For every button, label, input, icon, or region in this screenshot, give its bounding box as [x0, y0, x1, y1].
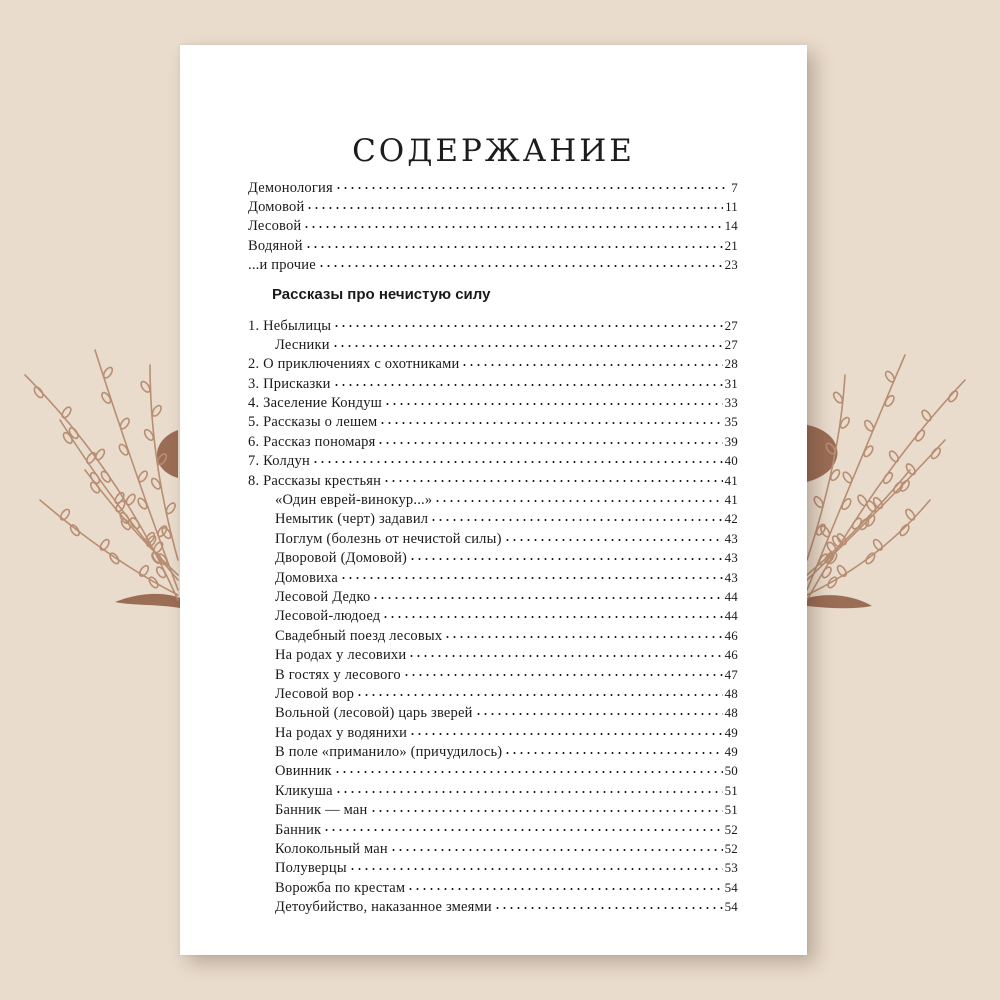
toc-entry-page-number: 27 [724, 317, 738, 333]
toc-entry-page-number: 27 [724, 336, 738, 352]
toc-entry-title: ...и прочие [248, 257, 316, 274]
right-leaf-shape [807, 595, 872, 608]
catkin-bud [165, 502, 177, 516]
toc-entry-page-number: 54 [724, 899, 738, 915]
dot-leader [356, 684, 723, 699]
toc-entry [248, 177, 738, 196]
page-title: СОДЕРЖАНИЕ [352, 133, 635, 169]
toc-entry [248, 586, 738, 605]
catkin-bud [68, 426, 80, 440]
section-heading: Рассказы про нечистую силу [272, 286, 491, 303]
catkin-bud [821, 566, 833, 580]
toc-entry-page-number: 53 [724, 860, 738, 876]
dot-leader [334, 762, 723, 777]
toc-entry [248, 528, 738, 547]
catkin-bud [62, 431, 74, 445]
toc-intro-list [248, 177, 738, 274]
toc-entry-title: На родах у водянихи [275, 724, 408, 741]
dot-leader [384, 393, 723, 408]
toc-entry-title: На родах у лесовихи [275, 647, 407, 664]
catkin-bud [898, 523, 910, 537]
toc-entry-title: Детоубийство, наказанное змеями [275, 899, 492, 916]
dot-leader [312, 451, 723, 466]
dot-leader [377, 432, 722, 447]
catkin-bud [884, 370, 896, 384]
catkin-bud [831, 535, 843, 549]
dot-leader [305, 236, 723, 251]
toc-entry-page-number: 35 [724, 414, 738, 430]
toc-entry-page-number: 41 [724, 492, 738, 508]
toc-entry [248, 625, 738, 644]
toc-entry-title: Лесовой Дедко [275, 588, 371, 605]
catkin-bud [60, 406, 72, 420]
catkin-bud [865, 500, 877, 514]
toc-entry-title: Банник [275, 821, 322, 838]
toc-entry-page-number: 54 [724, 879, 738, 895]
toc-entry [248, 509, 738, 528]
toc-entry-title: Ворожба по крестам [275, 879, 406, 896]
toc-entry-page-number: 51 [724, 802, 738, 818]
toc-entry [248, 877, 738, 896]
toc-entry [248, 470, 738, 489]
toc-entry [248, 216, 738, 235]
toc-entry-page-number: 14 [724, 218, 738, 234]
toc-entry-page-number: 52 [724, 821, 738, 837]
toc-entry-title: Вольной (лесовой) царь зверей [275, 705, 473, 722]
catkin-bud [841, 471, 853, 485]
catkin-bud [119, 417, 131, 431]
dot-leader [303, 217, 722, 232]
toc-entry-title: Лесовой [248, 218, 302, 235]
toc-entry-page-number: 49 [724, 744, 738, 760]
catkin-bud [947, 390, 959, 404]
dot-leader [403, 665, 723, 680]
toc-entry-title: Лесовой-людоед [275, 608, 381, 625]
toc-entry [248, 490, 738, 509]
catkin-bud [872, 538, 884, 552]
toc-entry-page-number: 7 [731, 179, 738, 195]
catkin-bud [137, 470, 149, 484]
toc-entry-title: 5. Рассказы о лешем [248, 414, 378, 431]
catkin-bud [840, 497, 852, 511]
toc-entry [248, 780, 738, 799]
catkin-bud [155, 566, 167, 580]
catkin-bud [882, 471, 894, 485]
dot-leader [370, 800, 723, 815]
catkin-bud [864, 514, 876, 528]
toc-entry-page-number: 21 [724, 237, 738, 253]
dot-leader [409, 548, 723, 563]
toc-entry-title: Лесники [275, 336, 330, 353]
toc-entry [248, 800, 738, 819]
toc-entry-title: 6. Рассказ пономаря [248, 433, 376, 450]
catkin-bud [99, 538, 111, 552]
dot-leader [318, 255, 723, 270]
branch-stem [807, 470, 910, 575]
toc-entry [248, 858, 738, 877]
catkin-bud [59, 508, 71, 522]
book-page [180, 45, 807, 955]
toc-entry [248, 683, 738, 702]
toc-entry [248, 645, 738, 664]
dot-leader [379, 413, 722, 428]
toc-entry-title: 7. Колдун [248, 453, 310, 470]
catkin-bud [884, 394, 896, 408]
toc-entry-title: Дворовой (Домовой) [275, 550, 408, 567]
toc-entry [248, 548, 738, 567]
toc-entry-page-number: 43 [724, 530, 738, 546]
toc-entry [248, 255, 738, 274]
toc-entry-title: Водяной [248, 237, 303, 254]
toc-entry-page-number: 41 [724, 472, 738, 488]
dot-leader [333, 316, 722, 331]
toc-entry-page-number: 48 [724, 685, 738, 701]
toc-entry [248, 393, 738, 412]
toc-entry [248, 703, 738, 722]
catkin-bud [138, 564, 150, 578]
toc-entry-title: Полуверцы [275, 860, 347, 877]
toc-entry-title: 8. Рассказы крестьян [248, 472, 382, 489]
dot-leader [408, 645, 722, 660]
toc-entry-title: 2. О приключениях с охотниками [248, 356, 460, 373]
dot-leader [390, 839, 723, 854]
toc-entry-title: «Один еврей-винокур...» [275, 492, 433, 509]
toc-entry-title: Колокольный ман [275, 841, 388, 858]
toc-entry [248, 354, 738, 373]
catkin-bud [151, 404, 163, 418]
toc-entry [248, 412, 738, 431]
toc-entry-page-number: 52 [724, 841, 738, 857]
toc-entry-title: В поле «приманило» (причудилось) [275, 744, 503, 761]
toc-entry-title: Овинник [275, 763, 332, 780]
catkin-bud [904, 508, 916, 522]
dot-leader [306, 197, 723, 212]
dot-leader [475, 704, 723, 719]
catkin-bud [118, 443, 130, 457]
toc-entry [248, 742, 738, 761]
toc-entry-title: Немытик (черт) задавил [275, 511, 429, 528]
toc-main-list [248, 315, 738, 916]
catkin-bud [85, 451, 97, 465]
toc-entry-title: Банник — ман [275, 802, 368, 819]
toc-entry [248, 819, 738, 838]
dot-leader [504, 529, 723, 544]
toc-entry-page-number: 31 [724, 375, 738, 391]
toc-entry-title: 3. Присказки [248, 375, 331, 392]
dot-leader [409, 723, 722, 738]
toc-entry-page-number: 33 [724, 395, 738, 411]
catkin-bud [864, 552, 876, 566]
toc-entry-title: 4. Заселение Кондуш [248, 395, 383, 412]
catkin-bud [100, 391, 112, 405]
dot-leader [372, 587, 722, 602]
dot-leader [430, 510, 722, 525]
toc-entry [248, 761, 738, 780]
toc-entry-page-number: 47 [724, 666, 738, 682]
toc-entry [248, 431, 738, 450]
dot-leader [340, 568, 723, 583]
toc-entry [248, 664, 738, 683]
catkin-bud [863, 419, 875, 433]
dot-leader [407, 878, 722, 893]
toc-entry [248, 196, 738, 215]
toc-entry [248, 839, 738, 858]
toc-entry-page-number: 40 [724, 453, 738, 469]
dot-leader [382, 607, 722, 622]
branch-stem [807, 500, 930, 595]
catkin-bud [892, 481, 904, 495]
toc-entry-page-number: 48 [724, 705, 738, 721]
dot-leader [335, 781, 723, 796]
toc-entry [248, 897, 738, 916]
dot-leader [332, 335, 723, 350]
toc-entry-page-number: 39 [724, 433, 738, 449]
catkin-bud [813, 495, 825, 509]
catkin-bud [914, 429, 926, 443]
left-curl-shape [157, 430, 178, 478]
toc-entry [248, 606, 738, 625]
catkin-bud [33, 386, 45, 400]
toc-entry-page-number: 46 [724, 627, 738, 643]
dot-leader [333, 374, 723, 389]
catkin-bud [832, 391, 844, 405]
toc-entry-page-number: 28 [724, 356, 738, 372]
dot-leader [434, 490, 722, 505]
toc-entry-title: 1. Небылицы [248, 317, 332, 334]
catkin-bud [102, 366, 114, 380]
catkin-bud [125, 493, 137, 507]
catkin-bud [136, 497, 148, 511]
toc-entry-page-number: 50 [724, 763, 738, 779]
catkin-bud [930, 447, 942, 461]
dot-leader [504, 742, 722, 757]
toc-entry [248, 451, 738, 470]
catkin-bud [862, 445, 874, 459]
toc-entry-page-number: 49 [724, 724, 738, 740]
toc-entry-title: Свадебный поезд лесовых [275, 627, 443, 644]
catkin-bud [920, 409, 932, 423]
toc-entry-title: Домовой [248, 198, 305, 215]
toc-entry-page-number: 44 [724, 588, 738, 604]
catkin-bud [69, 523, 81, 537]
toc-entry-page-number: 46 [724, 647, 738, 663]
toc-entry [248, 315, 738, 334]
toc-entry-page-number: 42 [724, 511, 738, 527]
toc-entry [248, 722, 738, 741]
dot-leader [461, 355, 722, 370]
catkin-bud [160, 526, 172, 540]
toc-entry [248, 373, 738, 392]
toc-entry-page-number: 51 [724, 782, 738, 798]
toc-entry-title: Поглум (болезнь от нечистой силы) [275, 530, 502, 547]
toc-entry-page-number: 11 [725, 198, 738, 214]
left-leaf-shape [115, 594, 180, 608]
catkin-bud [108, 552, 120, 566]
toc-entry-title: Домовиха [275, 569, 338, 586]
dot-leader [323, 820, 722, 835]
toc-entry-page-number: 43 [724, 569, 738, 585]
toc-entry-title: Кликуша [275, 782, 333, 799]
toc-entry-page-number: 44 [724, 608, 738, 624]
toc-entry-title: Лесовой вор [275, 685, 355, 702]
catkin-bud [888, 450, 900, 464]
toc-entry-page-number: 23 [724, 257, 738, 273]
toc-entry-title: Демонология [248, 179, 333, 196]
dot-leader [335, 178, 729, 193]
toc-entry [248, 235, 738, 254]
catkin-bud [836, 564, 848, 578]
dot-leader [444, 626, 722, 641]
dot-leader [349, 859, 723, 874]
toc-entry [248, 567, 738, 586]
toc-entry [248, 334, 738, 353]
toc-entry-title: В гостях у лесового [275, 666, 401, 683]
toc-entry-page-number: 43 [724, 550, 738, 566]
dot-leader [383, 471, 722, 486]
dot-leader [494, 897, 723, 912]
